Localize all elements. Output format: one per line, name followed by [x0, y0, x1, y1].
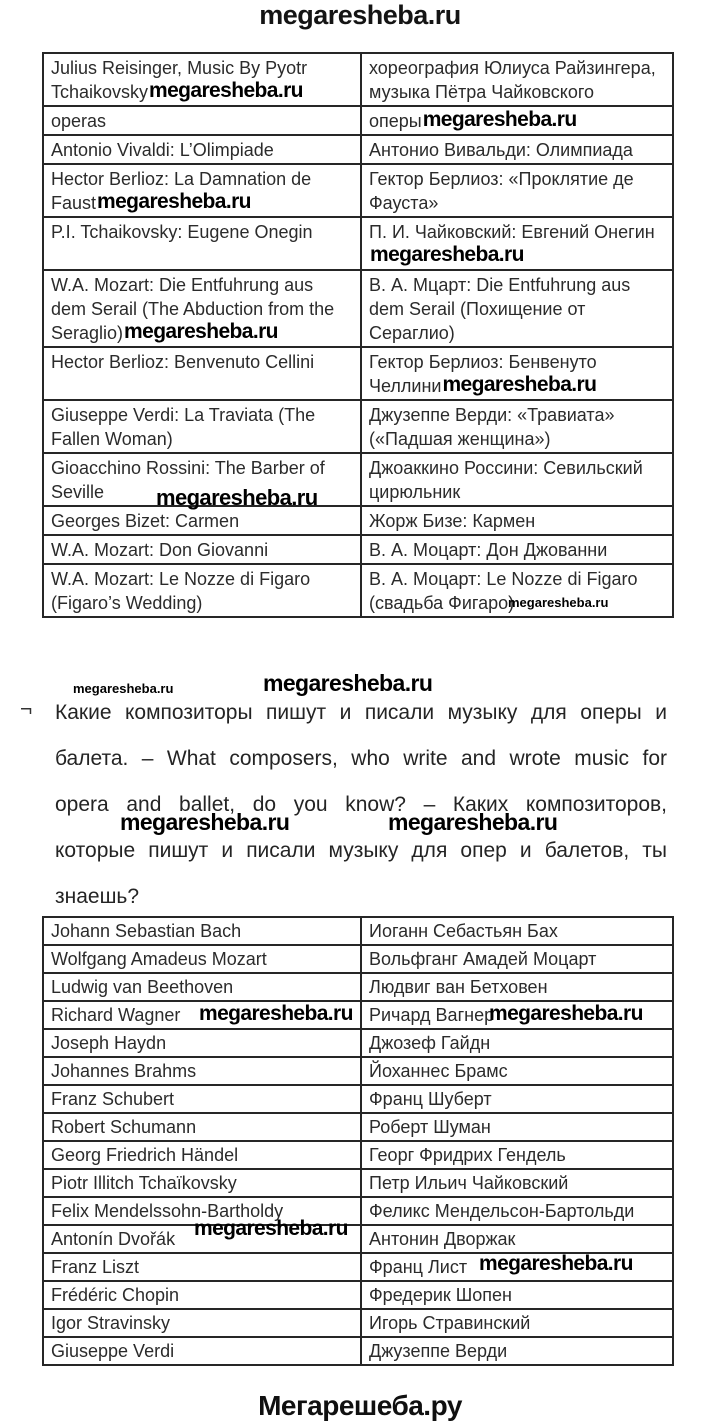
cell-text: Franz Liszt [51, 1257, 140, 1277]
cell-en [43, 945, 361, 973]
cell-en [43, 535, 361, 564]
question-line: opera and ballet, do you know? – Каких композиторов, [55, 793, 667, 816]
cell-text: Richard Wagner [51, 1005, 181, 1025]
table-row [43, 1337, 673, 1365]
cell-text: П. И. Чайковский: Евгений Онегин [369, 222, 655, 242]
cell-ru [361, 217, 673, 270]
cell-ru [361, 347, 673, 400]
question-paragraph [55, 692, 667, 922]
cell-text: В. А. Мцарт: Die Entfuhrung aus dem Serail (Похищение от Сераглио) [369, 275, 631, 343]
cell-text: Георг Фридрих Гендель [369, 1145, 566, 1165]
watermark: megaresheba.ru [149, 79, 303, 102]
cell-ru [361, 1113, 673, 1141]
cell-text: Felix Mendelssohn-Bartholdy [51, 1201, 284, 1221]
table-row [43, 270, 673, 347]
table-row [43, 1057, 673, 1085]
table-row [43, 400, 673, 453]
cell-ru [361, 1001, 673, 1029]
table-row [43, 1141, 673, 1169]
cell-en [43, 106, 361, 135]
table-row [43, 535, 673, 564]
cell-ru [361, 1281, 673, 1309]
cell-ru [361, 1029, 673, 1057]
cell-text: Антонио Вивальди: Олимпиада [369, 140, 633, 160]
table-row [43, 917, 673, 945]
table-row [43, 106, 673, 135]
cell-ru [361, 1169, 673, 1197]
watermark: megaresheba.ru [194, 1217, 348, 1240]
cell-text: Джузеппе Верди: «Травиата» («Падшая женщина») [369, 405, 615, 449]
cell-en [43, 1253, 361, 1281]
cell-text: Antonín Dvořák [51, 1229, 176, 1249]
cell-ru [361, 1337, 673, 1365]
cell-ru [361, 1141, 673, 1169]
cell-en [43, 53, 361, 106]
table-row [43, 1029, 673, 1057]
table-row [43, 1309, 673, 1337]
cell-ru [361, 270, 673, 347]
table-row [43, 53, 673, 106]
table-row [43, 1169, 673, 1197]
cell-text: Frédéric Chopin [51, 1285, 180, 1305]
cell-text: Antonio Vivaldi: L’Olimpiade [51, 140, 274, 160]
table-row [43, 1197, 673, 1225]
table-row [43, 945, 673, 973]
cell-text: Франц Шуберт [369, 1089, 492, 1109]
cell-ru [361, 1057, 673, 1085]
cell-ru [361, 1197, 673, 1225]
cell-text: Ludwig van Beethoven [51, 977, 234, 997]
cell-ru [361, 1225, 673, 1253]
cell-ru [361, 135, 673, 164]
cell-text: Джузеппе Верди [369, 1341, 508, 1361]
list-dash-marker: ¬ [20, 698, 33, 721]
cell-en [43, 1337, 361, 1365]
footer-title: Мегарешеба.ру [258, 1390, 462, 1421]
cell-text: оперы [369, 111, 422, 131]
cell-en [43, 1141, 361, 1169]
watermark: megaresheba.ru [489, 1002, 643, 1025]
watermark: megaresheba.ru [370, 243, 524, 266]
cell-ru [361, 945, 673, 973]
cell-text: Ричард Вагнер [369, 1005, 495, 1025]
cell-en [43, 453, 361, 510]
cell-en [43, 1113, 361, 1141]
question-line: знаешь? [55, 885, 140, 908]
table-row [43, 564, 673, 617]
cell-text: Иоганн Себастьян Бах [369, 921, 558, 941]
cell-text: Феликс Мендельсон-Бартольди [369, 1201, 635, 1221]
watermark: megaresheba.ru [97, 190, 251, 213]
table-row [43, 506, 673, 535]
cell-en [43, 1085, 361, 1113]
watermark: megaresheba.ru [124, 320, 278, 343]
cell-text: В. А. Моцарт: Дон Джованни [369, 540, 608, 560]
table-row [43, 1085, 673, 1113]
cell-text: Robert Schumann [51, 1117, 197, 1137]
cell-ru [361, 973, 673, 1001]
cell-text: Гектор Берлиоз: Бенвенуто Челлини [369, 352, 597, 396]
cell-text: Joseph Haydn [51, 1033, 167, 1053]
cell-en [43, 564, 361, 617]
watermark: megaresheba.ru [479, 1252, 633, 1275]
cell-text: operas [51, 111, 107, 131]
cell-en [43, 1001, 361, 1029]
cell-en [43, 135, 361, 164]
cell-text: Джоаккино Россини: Севильский цирюльник [369, 458, 643, 502]
composers-table [42, 916, 674, 1366]
cell-text: Julius Reisinger, Music By Pyotr Tchaikovsky [51, 58, 308, 102]
cell-en [43, 1281, 361, 1309]
table-row [43, 453, 673, 506]
cell-en [43, 347, 361, 400]
watermark: megaresheba.ru [388, 809, 558, 835]
cell-en [43, 1309, 361, 1337]
table-row [43, 973, 673, 1001]
watermark: megaresheba.ru [199, 1002, 353, 1025]
cell-text: W.A. Mozart: Don Giovanni [51, 540, 269, 560]
cell-en [43, 217, 361, 270]
table-row [43, 1113, 673, 1141]
cell-text: Giuseppe Verdi: La Traviata (The Fallen Woman) [51, 405, 316, 449]
cell-en [43, 270, 361, 347]
cell-en [43, 1057, 361, 1085]
table-row [43, 217, 673, 270]
cell-ru [361, 53, 673, 106]
cell-en [43, 400, 361, 453]
table-row [43, 1281, 673, 1309]
cell-en [43, 506, 361, 535]
table-row [43, 1253, 673, 1281]
cell-ru [361, 917, 673, 945]
cell-text: Гектор Берлиоз: «Проклятие де Фауста» [369, 169, 634, 213]
cell-text: хореография Юлиуса Райзингера, музыка Пётра Чайковского [369, 58, 656, 102]
cell-text: W.A. Mozart: Le Nozze di Figaro (Figaro’s Wedding) [51, 569, 311, 613]
operas-table [42, 52, 674, 618]
cell-ru [361, 506, 673, 535]
cell-text: Franz Schubert [51, 1089, 175, 1109]
watermark: megaresheba.ru [73, 681, 174, 696]
cell-ru [361, 535, 673, 564]
cell-text: Johannes Brahms [51, 1061, 197, 1081]
cell-text: Wolfgang Amadeus Mozart [51, 949, 267, 969]
page-title: megaresheba.ru [259, 0, 461, 30]
cell-text: Georges Bizet: Carmen [51, 511, 240, 531]
question-line: балета. – What composers, who write and wrote music for [55, 747, 667, 770]
cell-ru [361, 453, 673, 506]
cell-text: Johann Sebastian Bach [51, 921, 242, 941]
cell-text: Йоханнес Брамс [369, 1061, 508, 1081]
cell-text: Giuseppe Verdi [51, 1341, 175, 1361]
question-line: Какие композиторы пишут и писали музыку для оперы и [55, 701, 667, 724]
cell-text: Антонин Дворжак [369, 1229, 516, 1249]
cell-en [43, 973, 361, 1001]
watermark: megaresheba.ru [156, 485, 318, 510]
watermark: megaresheba.ru [508, 595, 609, 610]
table-row [43, 135, 673, 164]
table-row [43, 1001, 673, 1029]
cell-text: Piotr Illitch Tchaïkovsky [51, 1173, 237, 1193]
cell-text: W.A. Mozart: Die Entfuhrung aus dem Serail (The Abduction from the Seraglio) [51, 275, 335, 343]
cell-text: Петр Ильич Чайковский [369, 1173, 569, 1193]
cell-text: Hector Berlioz: Benvenuto Cellini [51, 352, 315, 372]
watermark: megaresheba.ru [442, 373, 597, 396]
table-row [43, 347, 673, 400]
cell-text: Вольфганг Амадей Моцарт [369, 949, 597, 969]
cell-text: Hector Berlioz: La Damnation de Faust [51, 169, 312, 213]
cell-ru [361, 1253, 673, 1281]
cell-ru [361, 564, 673, 617]
cell-ru [361, 106, 673, 135]
cell-text: Gioacchino Rossini: The Barber of Seville [51, 458, 325, 502]
watermark: megaresheba.ru [263, 670, 433, 696]
cell-ru [361, 400, 673, 453]
watermark: megaresheba.ru [120, 809, 290, 835]
cell-text: P.I. Tchaikovsky: Eugene Onegin [51, 222, 313, 242]
cell-text: Джозеф Гайдн [369, 1033, 491, 1053]
cell-ru [361, 1085, 673, 1113]
cell-text: В. А. Моцарт: Le Nozze di Figaro (свадьба Фигаро) [369, 569, 638, 613]
cell-en [43, 1029, 361, 1057]
table-row [43, 1225, 673, 1253]
question-line: которые пишут и писали музыку для опер и балетов, ты [55, 839, 667, 862]
cell-text: Georg Friedrich Händel [51, 1145, 239, 1165]
cell-en [43, 164, 361, 217]
cell-text: Igor Stravinsky [51, 1313, 171, 1333]
cell-text: Франц Лист [369, 1257, 468, 1277]
watermark: megaresheba.ru [422, 108, 577, 131]
cell-text: Жорж Бизе: Кармен [369, 511, 536, 531]
cell-ru [361, 164, 673, 217]
table-row [43, 164, 673, 217]
cell-text: Фредерик Шопен [369, 1285, 512, 1305]
cell-ru [361, 1309, 673, 1337]
cell-en [43, 1169, 361, 1197]
cell-text: Игорь Стравинский [369, 1313, 531, 1333]
cell-en [43, 1217, 361, 1253]
cell-en [43, 917, 361, 945]
cell-text: Людвиг ван Бетховен [369, 977, 548, 997]
cell-text: Роберт Шуман [369, 1117, 491, 1137]
